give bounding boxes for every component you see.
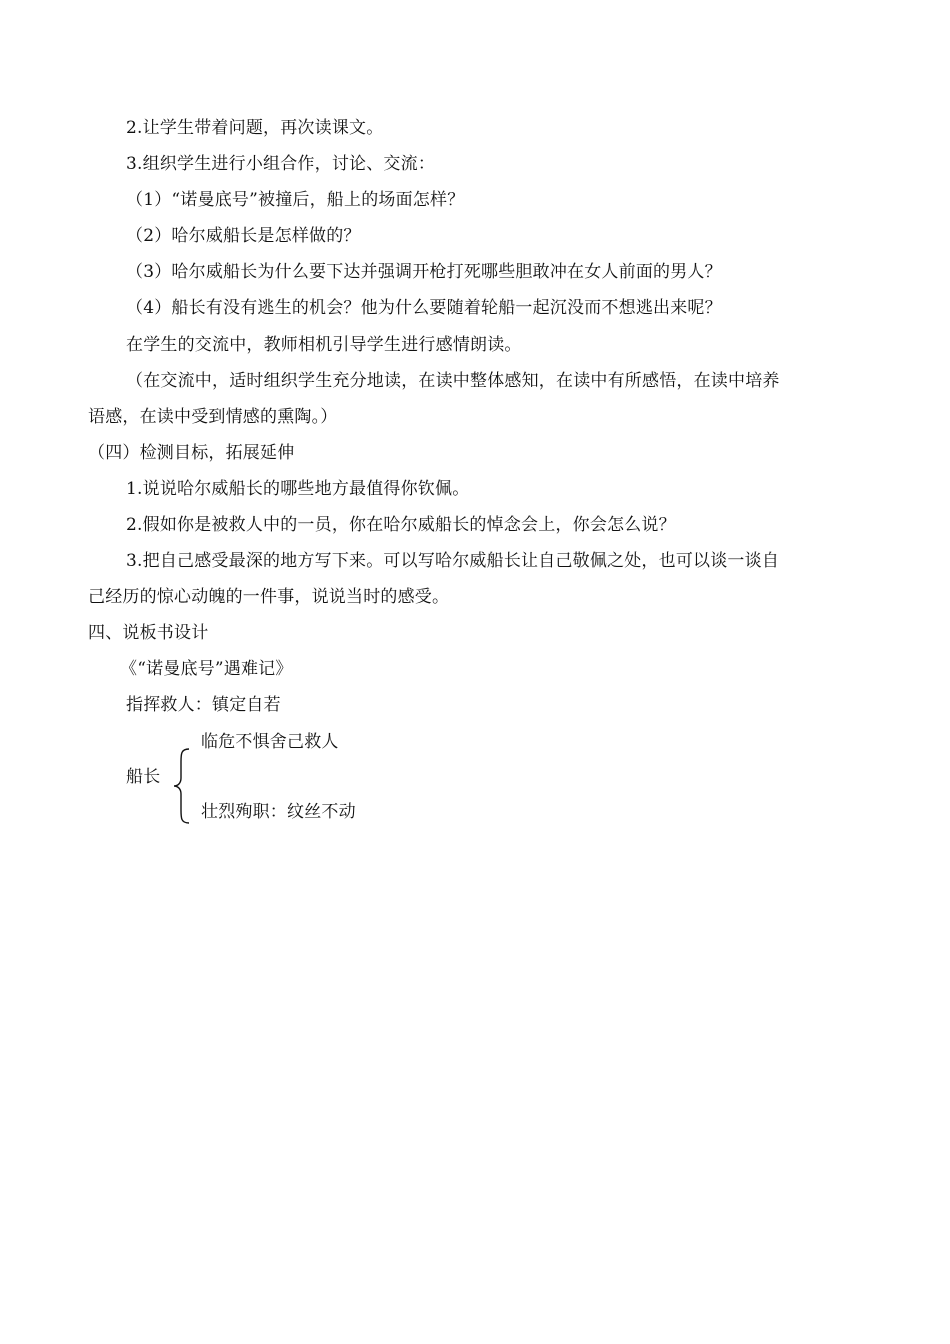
board-title: 《“诺曼底号”遇难记》	[120, 659, 293, 679]
paragraph-line: 语感，在读中受到情感的熏陶。）	[88, 407, 338, 427]
paragraph-line: （在交流中，适时组织学生充分地读，在读中整体感知，在读中有所感悟，在读中培养	[126, 371, 780, 391]
paragraph-line: 2.假如你是被救人中的一员，你在哈尔威船长的悼念会上，你会怎么说？	[126, 515, 676, 535]
board-line: 指挥救人：镇定自若	[126, 695, 281, 715]
paragraph-line: 2.让学生带着问题，再次读课文。	[126, 118, 384, 138]
paragraph-line: 在学生的交流中，教师相机引导学生进行感情朗读。	[126, 335, 522, 355]
question-line: （2）哈尔威船长是怎样做的？	[126, 226, 361, 246]
section-heading: （四）检测目标，拓展延伸	[88, 443, 295, 463]
curly-brace-icon	[172, 748, 194, 824]
paragraph-line: 3.把自己感受最深的地方写下来。可以写哈尔威船长让自己敬佩之处，也可以谈一谈自	[126, 551, 780, 571]
board-branch-top: 临危不惧舍己救人	[201, 732, 339, 752]
question-line: （1）“诺曼底号”被撞后，船上的场面怎样？	[126, 190, 465, 210]
question-line: （3）哈尔威船长为什么要下达并强调开枪打死哪些胆敢冲在女人前面的男人？	[126, 262, 722, 282]
board-branch-bottom: 壮烈殉职：纹丝不动	[201, 802, 356, 822]
paragraph-line: 己经历的惊心动魄的一件事，说说当时的感受。	[88, 587, 450, 607]
question-line: （4）船长有没有逃生的机会？他为什么要随着轮船一起沉没而不想逃出来呢？	[126, 298, 722, 318]
board-subject: 船长	[126, 767, 161, 787]
paragraph-line: 1.说说哈尔威船长的哪些地方最值得你钦佩。	[126, 479, 470, 499]
paragraph-line: 3.组织学生进行小组合作，讨论、交流：	[126, 154, 436, 174]
section-heading: 四、说板书设计	[88, 623, 209, 643]
